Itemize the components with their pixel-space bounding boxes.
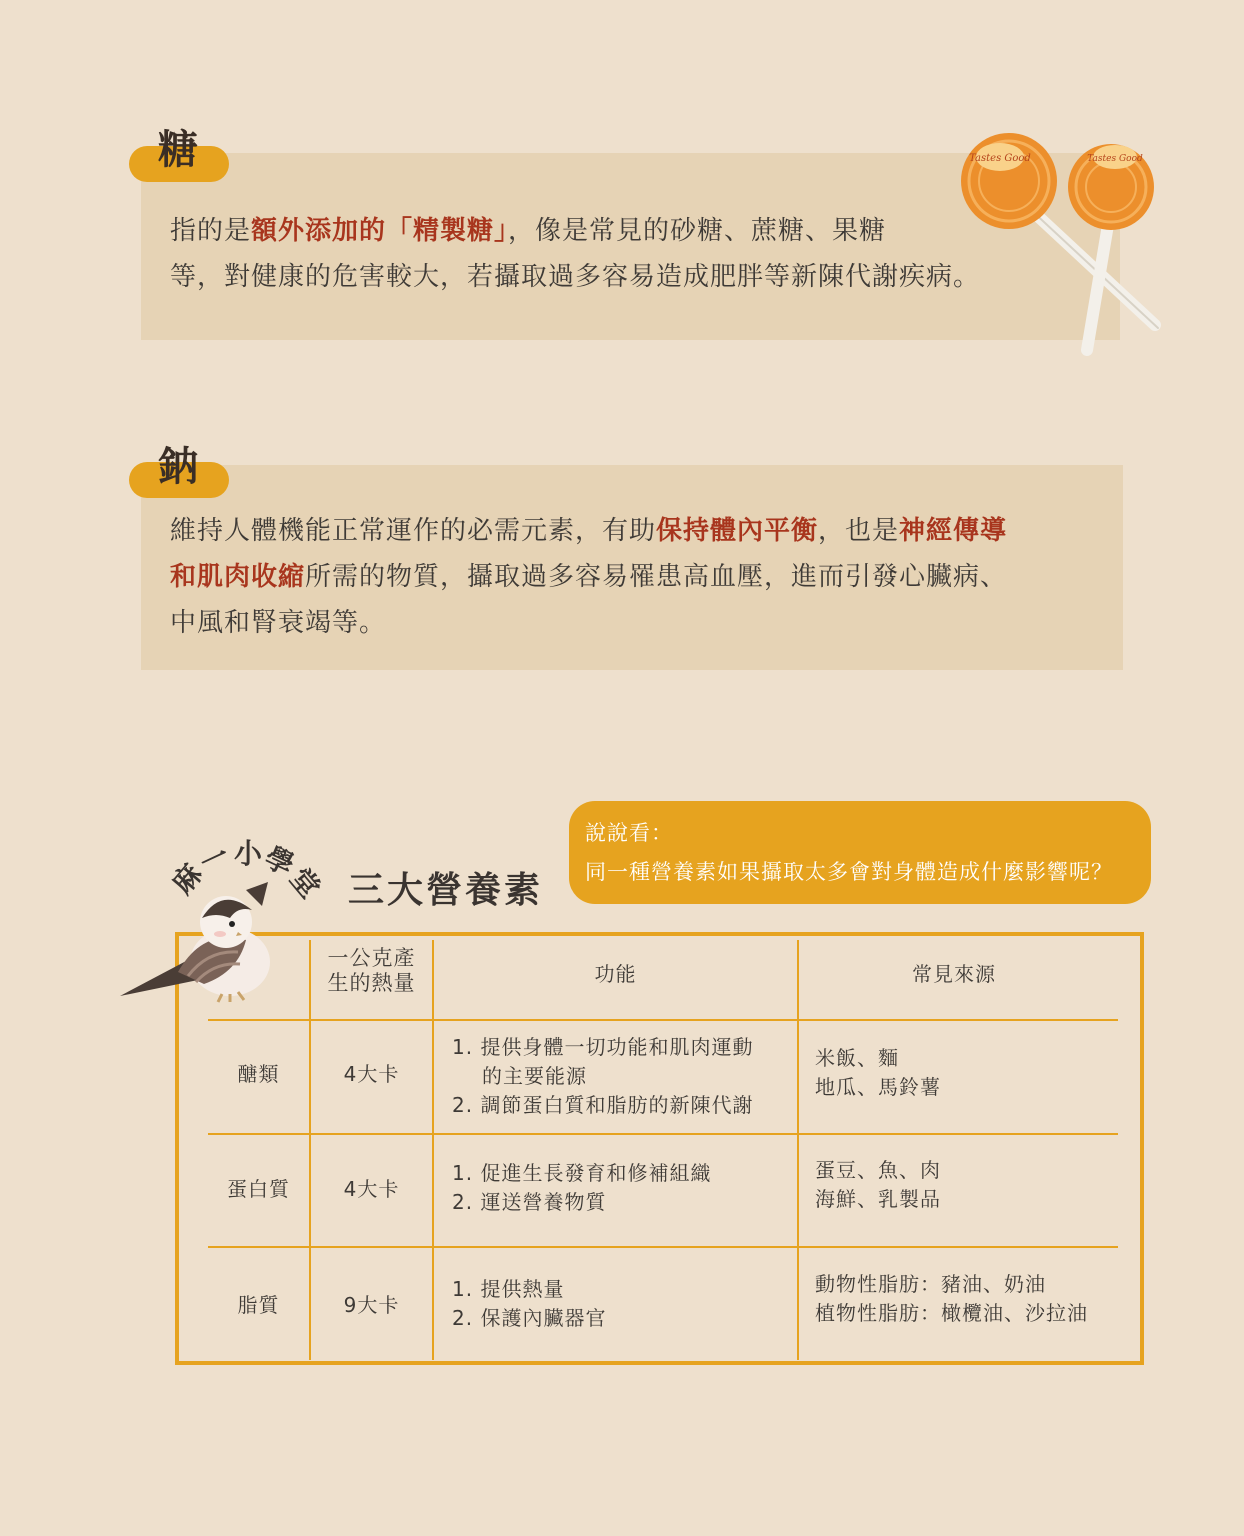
row-name: 蛋白質	[227, 1177, 290, 1201]
question-text: 同一種營養素如果攝取太多會對身體造成什麼影響呢？	[585, 860, 1113, 884]
sodium-highlight-1: 保持體內平衡	[656, 516, 819, 546]
sodium-line-3: 中風和腎衰竭等。	[170, 608, 387, 638]
header-source: 常見來源	[912, 962, 996, 986]
sugar-title: 糖	[158, 127, 198, 173]
sugar-paragraph	[170, 208, 981, 300]
section-title: 三大營養素	[348, 870, 544, 911]
question-label: 說說看：	[585, 821, 673, 845]
lollipop-label-2: Tastes Good	[1087, 154, 1143, 164]
row-source: 米飯、麵 地瓜、馬鈴薯	[815, 1046, 941, 1099]
arc-char-4: 學	[259, 840, 300, 883]
sugar-line-1: 指的是額外添加的「精製糖」，像是常見的砂糖、蔗糖、果糖	[170, 216, 887, 246]
table-divider	[208, 1133, 1118, 1135]
row-function: 1. 促進生長發育和修補組織 2. 運送營養物質	[452, 1161, 712, 1214]
row-name: 脂質	[237, 1293, 280, 1317]
sodium-title: 鈉	[158, 444, 198, 490]
row-function: 1. 提供身體一切功能和肌肉運動 的主要能源 2. 調節蛋白質和脂肪的新陳代謝	[452, 1035, 754, 1117]
sodium-highlight-2: 神經傳導	[899, 516, 1008, 546]
sodium-highlight-3: 和肌肉收縮	[170, 562, 306, 592]
table-divider	[797, 940, 799, 1360]
arc-char-1: 麻	[165, 857, 209, 901]
row-source: 蛋豆、魚、肉 海鮮、乳製品	[815, 1158, 941, 1211]
arc-char-3: 小	[234, 837, 263, 870]
header-function: 功能	[594, 962, 637, 986]
sodium-line-2: 和肌肉收縮所需的物質，攝取過多容易罹患高血壓，進而引發心臟病、	[170, 562, 1008, 592]
sparrow-illustration	[118, 880, 278, 1005]
table-divider	[432, 940, 434, 1360]
row-heat: 4大卡	[343, 1062, 400, 1086]
table-divider	[208, 1019, 1118, 1021]
arc-char-5: 堂	[283, 861, 327, 905]
row-source: 動物性脂肪：豬油、奶油 植物性脂肪：橄欖油、沙拉油	[815, 1272, 1088, 1325]
sugar-line-2: 等，對健康的危害較大，若攝取過多容易造成肥胖等新陳代謝疾病。	[170, 262, 981, 292]
sugar-highlight: 額外添加的「精製糖」	[251, 216, 509, 246]
row-heat: 9大卡	[343, 1293, 400, 1317]
row-name: 醣類	[237, 1062, 280, 1086]
table-divider	[208, 1246, 1118, 1248]
row-heat: 4大卡	[343, 1177, 400, 1201]
lollipop-label-1: Tastes Good	[969, 153, 1031, 164]
header-heat: 一公克產 生的熱量	[327, 946, 416, 995]
lollipop-illustration	[955, 125, 1175, 365]
question-bubble	[569, 801, 1151, 904]
row-function: 1. 提供熱量 2. 保護內臟器官	[452, 1277, 607, 1330]
arc-char-2: 一	[194, 838, 235, 881]
sodium-line-1: 維持人體機能正常運作的必需元素，有助保持體內平衡，也是神經傳導	[170, 516, 1008, 546]
sodium-paragraph	[170, 508, 1110, 646]
